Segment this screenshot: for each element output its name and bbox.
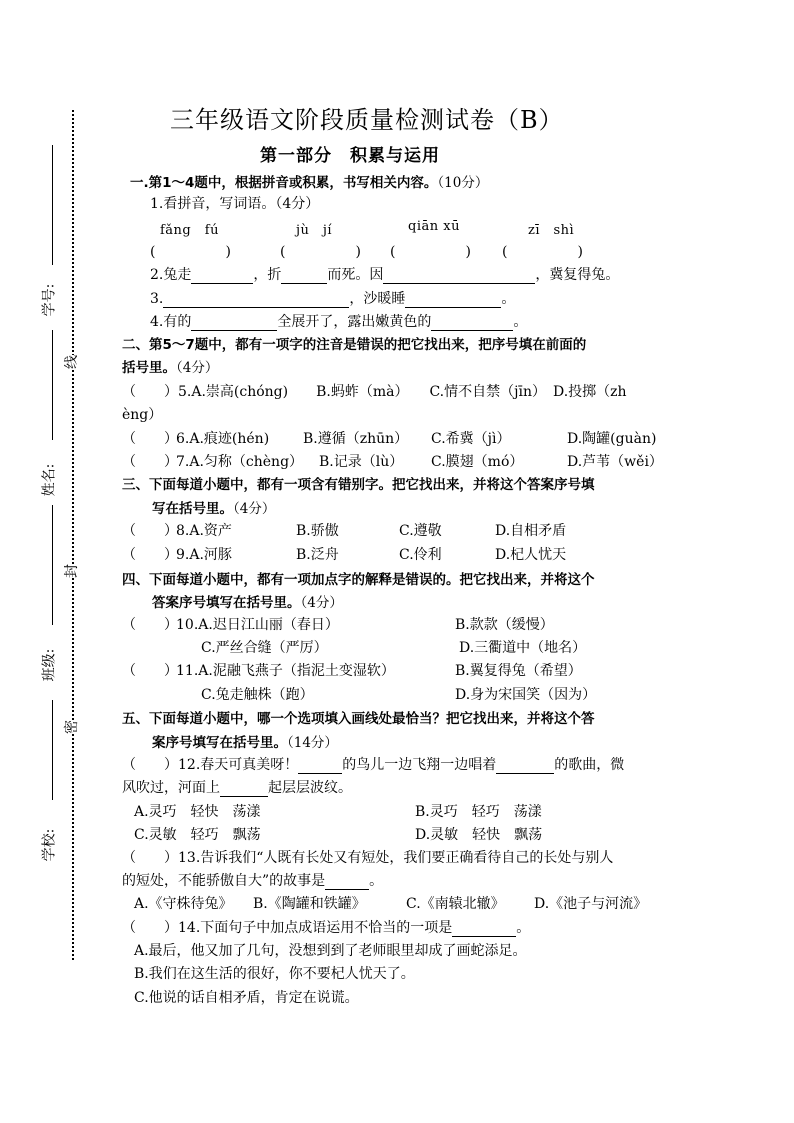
section-5-heading: 五、下面每道小题中，哪一个选项填入画线处最恰当？把它找出来，并将这个答 bbox=[122, 711, 595, 727]
q1-answer-box-4[interactable]: ( ) bbox=[502, 244, 583, 260]
q12-text: 起层层波纹。 bbox=[268, 780, 352, 796]
q3-blank-2[interactable] bbox=[405, 293, 501, 308]
q3-text: 。 bbox=[501, 291, 516, 307]
q13-line-1 bbox=[122, 847, 613, 867]
binding-dotted-line bbox=[72, 110, 74, 960]
q4-text: 。 bbox=[513, 314, 528, 330]
section-2-heading-cont bbox=[122, 356, 218, 376]
q2-text: ，折 bbox=[253, 267, 282, 283]
q1-answer-box-2[interactable]: ( ) bbox=[280, 244, 361, 260]
q14-option-c: C.他说的话自相矛盾，肯定在说谎。 bbox=[134, 990, 359, 1006]
binding-mark-line: 线 bbox=[61, 355, 81, 369]
section-4-heading-cont bbox=[152, 591, 343, 611]
q2-blank-3[interactable] bbox=[383, 269, 535, 284]
section-3-heading: 三、下面每道小题中，都有一项含有错别字。把它找出来，并将这个答案序号填 bbox=[122, 477, 595, 493]
section-score: （4分） bbox=[176, 360, 219, 376]
exam-title: 三年级语文阶段质量检测试卷（B） bbox=[170, 106, 564, 134]
q10-option-a: 10.A.迟日江山丽（春日） bbox=[176, 617, 339, 633]
q13-text: 的短处，不能骄傲自大”的故事是 bbox=[122, 873, 326, 889]
q3-line bbox=[150, 288, 515, 308]
q12-text: 风吹过，河面上 bbox=[122, 780, 220, 796]
q9-option-d: D.杞人忧天 bbox=[495, 547, 567, 563]
section-heading-text: 案序号填写在括号里。 bbox=[152, 735, 287, 751]
q11-bracket[interactable]: （ ） bbox=[122, 663, 178, 679]
q10-option-d: D.三衢道中（地名） bbox=[459, 640, 587, 656]
binding-solid-line bbox=[52, 700, 53, 800]
section-score: （10分） bbox=[437, 175, 489, 191]
q10-bracket[interactable]: （ ） bbox=[122, 617, 178, 633]
q7-bracket[interactable]: （ ） bbox=[122, 454, 178, 470]
school-label: 学校: bbox=[41, 828, 58, 862]
q11-option-a: 11.A.泥融飞燕子（指泥土变湿软） bbox=[176, 663, 395, 679]
q2-text: 而死。因 bbox=[327, 267, 384, 283]
q6-option-a: 6.A.痕迹(hén) bbox=[176, 431, 270, 447]
q14-option-a: A.最后，他又加了几句，没想到到了老师眼里却成了画蛇添足。 bbox=[134, 943, 527, 959]
q1-answer-box-3[interactable]: ( ) bbox=[390, 244, 471, 260]
q10-option-b: B.款款（缓慢） bbox=[455, 617, 554, 633]
q13-text: 。 bbox=[369, 873, 384, 889]
q3-blank-1[interactable] bbox=[163, 293, 349, 308]
q2-blank-1[interactable] bbox=[191, 269, 253, 284]
q8-option-b: B.骄傲 bbox=[296, 523, 339, 539]
q4-text: 4.有的 bbox=[150, 314, 192, 330]
q14-blank[interactable] bbox=[452, 922, 516, 937]
q6-option-d: D.陶罐(guàn) bbox=[567, 431, 657, 447]
q13-line-2 bbox=[122, 870, 383, 890]
section-score: （14分） bbox=[287, 735, 338, 751]
q13-text: 13.告诉我们“人既有长处又有短处，我们要正确看待自己的长处与别人 bbox=[178, 850, 614, 866]
q1-pinyin-2: jù jí bbox=[296, 223, 333, 238]
q9-option-c: C.伶利 bbox=[399, 547, 442, 563]
q14-option-b: B.我们在这生活的很好，你不要杞人忧天了。 bbox=[134, 966, 415, 982]
binding-mark-close: 密 bbox=[61, 720, 81, 734]
section-2-heading: 二、第5～7题中，都有一项字的注音是错误的把它找出来，把序号填在前面的 bbox=[122, 337, 587, 353]
q12-option-b: B.灵巧 轻巧 荡漾 bbox=[415, 804, 542, 820]
section-5-heading-cont bbox=[152, 731, 338, 751]
q8-option-c: C.遵敬 bbox=[399, 523, 442, 539]
q5-line bbox=[122, 381, 627, 401]
student-id-label: 学号: bbox=[41, 283, 58, 317]
binding-mark-seal: 封 bbox=[61, 564, 81, 578]
binding-solid-line bbox=[52, 145, 53, 265]
q14-stem bbox=[122, 917, 530, 937]
q13-blank[interactable] bbox=[325, 875, 369, 890]
answer-bracket[interactable]: （ ） bbox=[122, 384, 178, 400]
q12-text: 的歌曲，微 bbox=[554, 757, 625, 773]
section-3-heading-cont bbox=[152, 497, 275, 517]
q13-option-a: A.《守株待兔》 bbox=[134, 896, 233, 912]
q12-blank-1[interactable] bbox=[298, 759, 342, 774]
q9-bracket[interactable]: （ ） bbox=[122, 547, 178, 563]
section-4-heading: 四、下面每道小题中，都有一项加点字的解释是错误的。把它找出来，并将这个 bbox=[122, 572, 595, 588]
q12-option-d: D.灵敏 轻快 飘荡 bbox=[415, 827, 543, 843]
q12-text: 的鸟儿一边飞翔一边唱着 bbox=[342, 757, 497, 773]
q4-blank-2[interactable] bbox=[431, 316, 513, 331]
q6-option-b: B.遵循（zhūn） bbox=[303, 431, 409, 447]
q13-option-d: D.《池子与河流》 bbox=[534, 896, 648, 912]
q1-pinyin-1: fǎng fú bbox=[160, 223, 219, 238]
part-title: 第一部分 积累与运用 bbox=[260, 146, 440, 166]
binding-solid-line bbox=[52, 330, 53, 440]
q12-blank-2[interactable] bbox=[496, 759, 554, 774]
q7-option-d: D.芦苇（wěi） bbox=[567, 454, 663, 470]
q2-text: ，冀复得兔。 bbox=[535, 267, 620, 283]
q12-line-1 bbox=[122, 754, 624, 774]
q4-line bbox=[150, 311, 527, 331]
q11-option-c: C.兔走触株（跑） bbox=[201, 687, 314, 703]
q12-option-c: C.灵敏 轻巧 飘荡 bbox=[134, 827, 261, 843]
q1-pinyin-4: zī shì bbox=[528, 223, 575, 238]
q13-option-b: B.《陶罐和铁罐》 bbox=[253, 896, 366, 912]
q13-option-c: C.《南辕北辙》 bbox=[406, 896, 505, 912]
section-1-heading bbox=[130, 171, 488, 191]
q6-bracket[interactable]: （ ） bbox=[122, 431, 178, 447]
q7-option-b: B.记录（lù） bbox=[319, 454, 404, 470]
q1-stem: 1.看拼音，写词语。（4分） bbox=[150, 196, 320, 212]
q5-wrap: èng） bbox=[122, 407, 163, 423]
q8-option-a: 8.A.资产 bbox=[176, 523, 232, 539]
q6-option-c: C.希冀（jì） bbox=[431, 431, 511, 447]
q9-option-a: 9.A.河豚 bbox=[176, 547, 232, 563]
q12-option-a: A.灵巧 轻快 荡漾 bbox=[134, 804, 261, 820]
class-label: 班级: bbox=[41, 648, 58, 682]
q12-text: 12.春天可真美呀！ bbox=[178, 757, 299, 773]
q14-text: 14.下面句子中加点成语运用不恰当的一项是 bbox=[178, 920, 453, 936]
q11-option-b: B.翼复得兔（希望） bbox=[455, 663, 582, 679]
q1-answer-box-1[interactable]: ( ) bbox=[150, 244, 231, 260]
q8-bracket[interactable]: （ ） bbox=[122, 523, 178, 539]
name-label: 姓名: bbox=[41, 463, 58, 497]
q1-pinyin-3: qiān xū bbox=[408, 219, 460, 234]
q5-text: 5.A.崇高(chóng) B.蚂蚱（mà） C.情不自禁（jīn） D.投掷（zh bbox=[178, 384, 627, 400]
answer-bracket[interactable]: （ ） bbox=[122, 920, 178, 936]
section-score: （4分） bbox=[300, 595, 343, 611]
q10-option-c: C.严丝合缝（严厉） bbox=[201, 640, 328, 656]
binding-solid-line bbox=[52, 505, 53, 625]
q2-text: 2.兔走 bbox=[150, 267, 192, 283]
q11-option-d: D.身为宋国笑（因为） bbox=[455, 687, 597, 703]
answer-bracket[interactable]: （ ） bbox=[122, 757, 178, 773]
q7-option-a: 7.A.匀称（chèng） bbox=[176, 454, 304, 470]
q7-option-c: C.膜翅（mó） bbox=[431, 454, 524, 470]
section-heading-text: 一.第1～4题中，根据拼音或积累，书写相关内容。 bbox=[130, 175, 438, 191]
section-heading-text: 写在括号里。 bbox=[152, 501, 233, 517]
q8-option-d: D.自相矛盾 bbox=[495, 523, 567, 539]
q12-line-2 bbox=[122, 777, 352, 797]
section-heading-text: 答案序号填写在括号里。 bbox=[152, 595, 301, 611]
q4-text: 全展开了，露出嫩黄色的 bbox=[277, 314, 432, 330]
q3-text: 3. bbox=[150, 291, 164, 307]
answer-bracket[interactable]: （ ） bbox=[122, 850, 178, 866]
q9-option-b: B.泛舟 bbox=[296, 547, 339, 563]
q14-text: 。 bbox=[516, 920, 531, 936]
q12-blank-3[interactable] bbox=[220, 782, 268, 797]
section-heading-text: 括号里。 bbox=[122, 360, 176, 376]
q4-blank-1[interactable] bbox=[191, 316, 277, 331]
q2-blank-2[interactable] bbox=[281, 269, 327, 284]
q2-line bbox=[150, 264, 619, 284]
q3-text: ，沙暖睡 bbox=[349, 291, 406, 307]
section-score: （4分） bbox=[233, 501, 276, 517]
